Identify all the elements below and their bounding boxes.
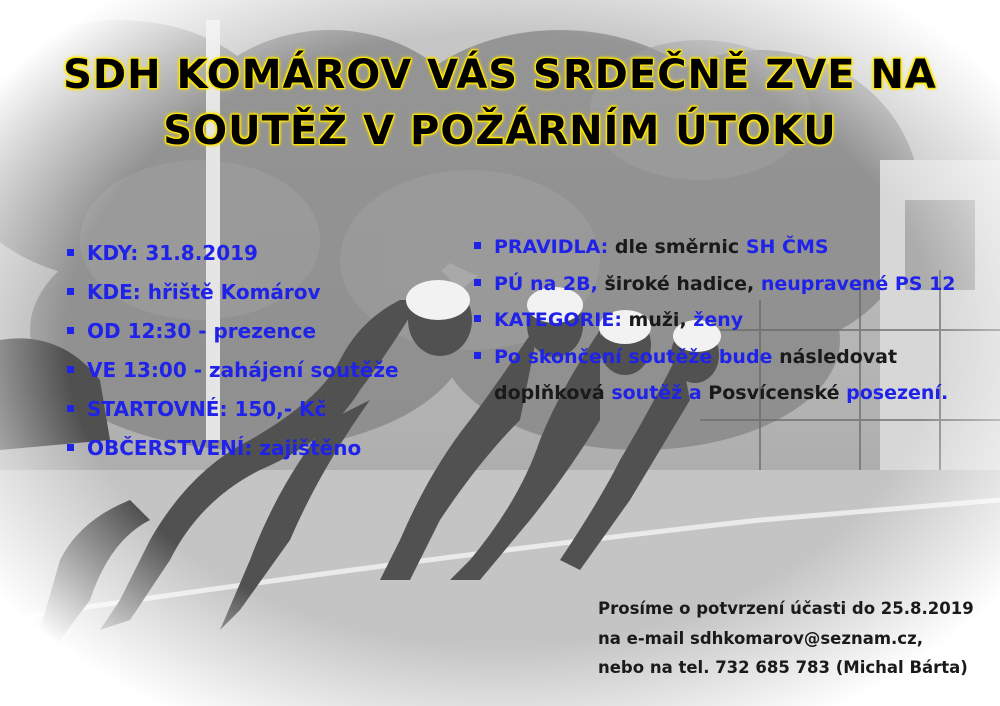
item-text: Posvícenské [708, 382, 840, 404]
bullet-square-icon [474, 352, 481, 359]
item-text: muži, [628, 309, 687, 331]
bullet-square-icon [67, 327, 74, 334]
item-value: zajištěno [259, 436, 362, 460]
bullet-square-icon [67, 444, 74, 451]
item-text: Po skončení soutěže bude [494, 345, 773, 368]
item-label: OD 12:30 - [87, 319, 207, 343]
list-item-kde [67, 273, 399, 312]
bullet-square-icon [474, 279, 481, 286]
list-item-continuation [474, 375, 948, 411]
item-label: PRAVIDLA: [494, 236, 609, 258]
bullet-square-icon [67, 249, 74, 256]
item-text: dle směrnic [614, 236, 740, 258]
item-text: soutěž a [611, 382, 702, 404]
list-item-obcerstveni [67, 429, 399, 468]
list-item-startovne [67, 390, 399, 429]
item-text: posezení. [846, 382, 949, 404]
item-label: OBČERSTVENÍ: [87, 436, 253, 460]
title-line-2: SOUTĚŽ V POŽÁRNÍM ÚTOKU [163, 108, 837, 154]
bullet-square-icon [474, 242, 481, 249]
list-item-ve [67, 351, 399, 390]
event-details-list [67, 234, 399, 468]
list-item-kategorie [474, 302, 956, 339]
list-item-pu [474, 266, 956, 303]
item-label: KATEGORIE: [494, 309, 622, 331]
item-text: široké [604, 272, 670, 295]
contact-info [598, 594, 974, 683]
item-value: hřiště Komárov [147, 280, 321, 304]
rules-list [474, 229, 956, 375]
item-text: doplňková [494, 382, 605, 404]
bullet-square-icon [67, 405, 74, 412]
item-label: KDE: [87, 280, 141, 304]
bullet-square-icon [67, 366, 74, 373]
item-value: zahájení soutěže [209, 358, 399, 382]
list-item-po-skonceni [474, 339, 956, 376]
list-item-pravidla [474, 229, 956, 266]
item-label: VE 13:00 - [87, 358, 203, 382]
list-item-kdy [67, 234, 399, 273]
item-text: neupravené PS 12 [760, 272, 956, 295]
item-text: hadice, [676, 272, 755, 295]
item-value: prezence [213, 319, 317, 343]
bullet-square-icon [474, 315, 481, 322]
item-text: PÚ na 2B, [494, 272, 598, 295]
item-value: 150,- Kč [234, 397, 327, 421]
item-text: následovat [779, 345, 898, 368]
contact-line: na e-mail sdhkomarov@seznam.cz, [598, 628, 923, 648]
title-line-1: SDH KOMÁROV VÁS SRDEČNĚ ZVE NA [63, 52, 937, 98]
bullet-square-icon [67, 288, 74, 295]
item-text: ženy [693, 309, 744, 331]
item-value: 31.8.2019 [145, 241, 258, 265]
item-label: STARTOVNÉ: [87, 397, 228, 421]
item-text: SH ČMS [745, 236, 829, 258]
contact-line: Prosíme o potvrzení účasti do 25.8.2019 [598, 599, 974, 618]
contact-line: nebo na tel. 732 685 783 (Michal Bárta) [598, 658, 968, 677]
list-item-od [67, 312, 399, 351]
item-label: KDY: [87, 241, 139, 265]
